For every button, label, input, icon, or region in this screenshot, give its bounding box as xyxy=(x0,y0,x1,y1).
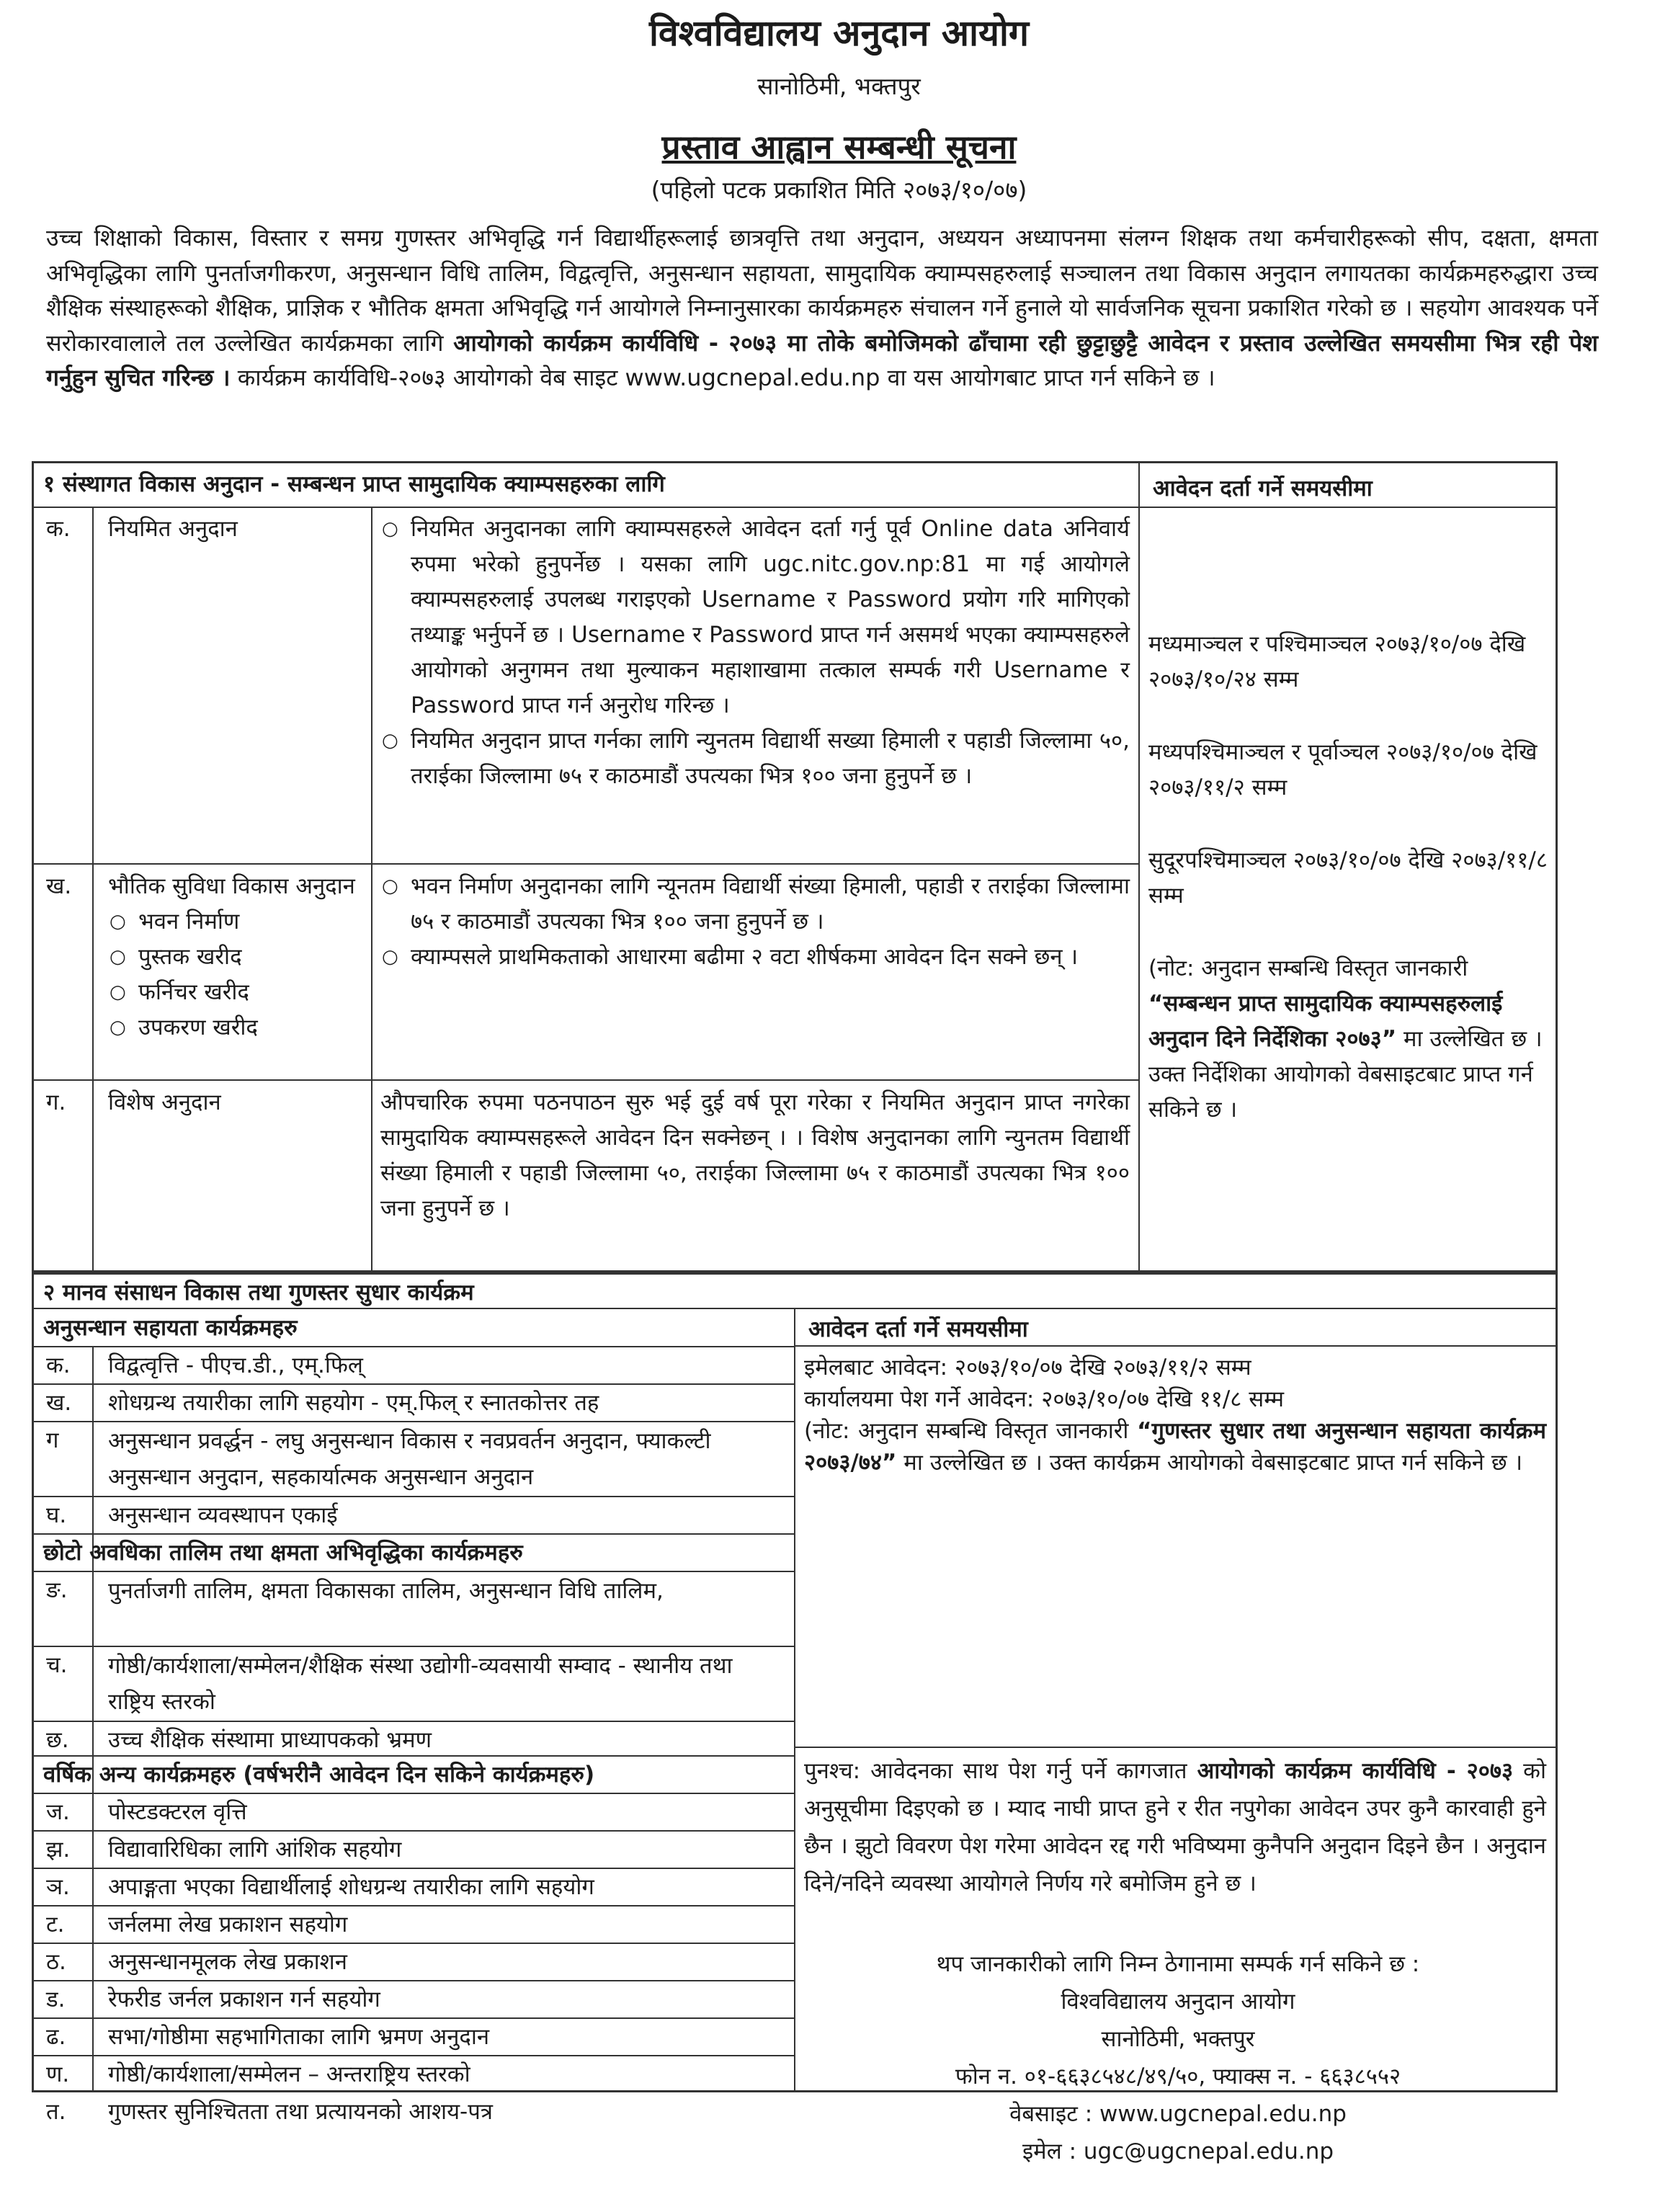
divider xyxy=(32,1646,794,1647)
group-header: अनुसन्धान सहायता कार्यक्रमहरु xyxy=(43,1315,298,1341)
section1-title: १ संस्थागत विकास अनुदान - सम्बन्धन प्राप्त सामुदायिक क्याम्पसहरुका लागि xyxy=(43,471,665,497)
row-code: ण. xyxy=(46,2061,70,2087)
section1-note xyxy=(1148,951,1548,1128)
contact-website[interactable]: वेबसाइट : www.ugcnepal.edu.np xyxy=(1009,2101,1347,2127)
point: ○ भवन निर्माण अनुदानका लागि न्यूनतम विद्यार्थी संख्या हिमाली, पहाडी र तराईका जिल्लामा ७५ र काठमाडौं उपत्यका भित्र १०० जना हुनुपर्ने छ । xyxy=(380,869,1130,940)
row-text: उच्च शैक्षिक संस्थामा प्राध्यापकको भ्रमण xyxy=(108,1727,432,1753)
row-text: पुनर्ताजगी तालिम, क्षमता विकासका तालिम, अनुसन्धान विधि तालिम, xyxy=(108,1578,664,1604)
subitem: ○ उपकरण खरीद xyxy=(108,1010,364,1045)
deadline: मध्यमाञ्चल र पश्चिमाञ्चल २०७३/१०/०७ देखि २०७३/१०/२४ सम्म xyxy=(1148,631,1526,692)
divider xyxy=(32,1346,794,1347)
org-title: विश्वविद्यालय अनुदान आयोग xyxy=(648,12,1030,54)
divider xyxy=(32,1721,794,1722)
row-name-text: भौतिक सुविधा विकास अनुदान xyxy=(108,873,355,899)
note-bold: “सम्बन्धन प्राप्त सामुदायिक क्याम्पसहरुलाई अनुदान दिने निर्देशिका २०७३” xyxy=(1148,991,1503,1052)
intro-paragraph xyxy=(46,220,1598,396)
ps-text: पुनश्च: आवेदनका साथ पेश गर्नु पर्ने कागजात xyxy=(804,1758,1187,1784)
row-points xyxy=(380,512,1130,794)
point: ○ नियमित अनुदानका लागि क्याम्पसहरुले आवेदन दर्ता गर्नु पूर्व Online data अनिवार्य रुपमा भरेको हुनुपर्नेछ । यसका लागि ugc.nitc.gov.np:81 मा गई आयोगले क्याम्पसहरुलाई उपलब्ध गराइएको Username र Password प्रयोग गरि मागिएको तथ्याङ्क भर्नुपर्ने छ । Username र Password प्राप्त गर्न असमर्थ भएका क्याम्पसहरुले आयोगको अनुगमन तथा मुल्याकन महाशाखामा तत्काल सम्पर्क गरी Username र Password प्राप्त गर्न अनुरोध गरिन्छ । xyxy=(380,512,1130,723)
contact-phone: फोन न. ०१-६६३८५४८/४९/५०, फ्याक्स न. - ६६३८५५२ xyxy=(955,2064,1401,2090)
publication-date: (पहिलो पटक प्रकाशित मिति २०७३/१०/०७) xyxy=(651,176,1027,204)
row-code: ख. xyxy=(46,873,72,899)
row-code: ज. xyxy=(46,1799,70,1825)
deadline: कार्यालयमा पेश गर्ने आवेदन: २०७३/१०/०७ देखि ११/८ सम्म xyxy=(804,1386,1285,1412)
row-text: शोधग्रन्थ तयारीका लागि सहयोग - एम्.फिल् र स्नातकोत्तर तह xyxy=(108,1390,599,1416)
row-code: ञ. xyxy=(46,1874,70,1900)
divider xyxy=(32,2017,794,2019)
contact-email[interactable]: इमेल : ugc@ugcnepal.edu.np xyxy=(1022,2139,1334,2164)
divider xyxy=(32,1830,794,1832)
ps-bold: आयोगको कार्यक्रम कार्यविधि - २०७३ xyxy=(1197,1758,1514,1784)
row-code: त. xyxy=(46,2099,66,2125)
divider xyxy=(32,1980,794,1981)
row-code: ठ. xyxy=(46,1949,66,1975)
intro-bold-text: आयोगको कार्यक्रम कार्यविधि - २०७३ मा तोके बमोजिमको ढाँचामा रही छुट्टाछुट्टै आवेदन र प्रस्ताव उल्लेखित समयसीमा भित्र रही पेश गर्नुहुन सुचित गरिन्छ । xyxy=(46,329,1598,392)
divider xyxy=(32,1383,794,1385)
contact-org: विश्वविद्यालय अनुदान आयोग xyxy=(1061,1989,1295,2015)
row-code: क. xyxy=(46,1352,71,1378)
row-text: सभा/गोष्ठीमा सहभागिताका लागि भ्रमण अनुदान xyxy=(108,2024,490,2050)
divider xyxy=(371,507,372,1272)
row-text: अपाङ्गता भएका विद्यार्थीलाई शोधग्रन्थ तयारीका लागि सहयोग xyxy=(108,1874,594,1900)
subitem: ○ फर्निचर खरीद xyxy=(108,975,364,1010)
point: ○ नियमित अनुदान प्राप्त गर्नका लागि न्युनतम विद्यार्थी सख्या हिमाली र पहाडी जिल्लामा ५०, तराईका जिल्लामा ७५ र काठमाडौं उपत्यका भित्र १०० जना हुनुपर्ने छ । xyxy=(380,723,1130,794)
row-text: गुणस्तर सुनिश्चितता तथा प्रत्यायनको आशय-पत्र xyxy=(108,2099,493,2125)
row-code: घ. xyxy=(46,1502,67,1528)
row-text: अनुसन्धान प्रवर्द्धन - लघु अनुसन्धान विकास र नवप्रवर्तन अनुदान, फ्याकल्टी अनुसन्धान अनुदान, सहकार्यात्मक अनुसन्धान अनुदान xyxy=(108,1428,711,1490)
contact-intro: थप जानकारीको लागि निम्न ठेगानामा सम्पर्क गर्न सकिने छ : xyxy=(936,1951,1420,1977)
subitem: ○ भवन निर्माण xyxy=(108,904,364,940)
row-code: क. xyxy=(46,516,71,542)
contact-location: सानोठिमी, भक्तपुर xyxy=(1101,2026,1255,2052)
intro-website-text: कार्यक्रम कार्यविधि-२०७३ आयोगको वेब साइट www.ugcnepal.edu.np वा यस आयोगबाट प्राप्त गर्न सकिने छ । xyxy=(237,364,1215,392)
row-code: ग xyxy=(46,1427,59,1453)
divider xyxy=(32,1421,794,1422)
row-text: गोष्ठी/कार्यशाला/सम्मेलन/शैक्षिक संस्था उद्योगी-व्यवसायी सम्वाद - स्थानीय तथा राष्ट्रिय स्तरको xyxy=(108,1653,733,1715)
deadline: मध्यपश्चिमाञ्चल र पूर्वाञ्चल २०७३/१०/०७ देखि २०७३/११/२ सम्म xyxy=(1148,739,1538,800)
divider xyxy=(794,1747,1558,1748)
row-text: अनुसन्धानमूलक लेख प्रकाशन xyxy=(108,1949,347,1975)
row-text: विद्वत्वृत्ति - पीएच.डी., एम्.फिल् xyxy=(108,1352,363,1378)
divider xyxy=(32,1496,794,1497)
contact-block xyxy=(800,1945,1556,2170)
divider xyxy=(32,1571,794,1572)
row-code: ङ. xyxy=(46,1577,68,1603)
note-bold: “गुणस्तर सुधार तथा अनुसन्धान सहायता कार्यक्रम २०७३/७४” xyxy=(804,1418,1546,1476)
row-code: ढ. xyxy=(46,2024,66,2050)
group-header: छोटो अवधिका तालिम तथा क्षमता अभिवृद्धिका कार्यक्रमहरु xyxy=(43,1540,523,1566)
point: ○ क्याम्पसले प्राथमिकताको आधारमा बढीमा २ वटा शीर्षकमा आवेदन दिन सक्ने छन् । xyxy=(380,940,1130,975)
row-text: औपचारिक रुपमा पठनपाठन सुरु भई दुई वर्ष पूरा गरेका र नियमित अनुदान प्राप्त नगरेका सामुदायिक क्याम्पसहरूले आवेदन दिन सक्नेछन् । । विशेष अनुदानका लागि न्युनतम विद्यार्थी संख्या हिमाली र पहाडी जिल्लामा ५०, तराईका जिल्लामा ७५ र काठमाडौं उपत्यका भित्र १०० जना हुनुपर्ने छ । xyxy=(380,1089,1130,1221)
ps-text-end: को अनुसूचीमा दिइएको छ । म्याद नाघी प्राप्त हुने र रीत नपुगेका आवेदन उपर कुनै कारवाही हुने छैन । झुटो विवरण पेश गरेमा आवेदन रद्द गरी भविष्यमा कुनैपनि अनुदान दिइने छैन । अनुदान दिने/नदिने व्यवस्था आयोगले निर्णय गरे बमोजिम हुने छ । xyxy=(804,1758,1547,1896)
row-name: विशेष अनुदान xyxy=(108,1089,221,1115)
row-name xyxy=(108,869,364,1045)
deadline: इमेलबाट आवेदन: २०७३/१०/०७ देखि २०७३/११/२ सम्म xyxy=(804,1355,1251,1381)
notice-title: प्रस्ताव आह्वान सम्बन्धी सूचना xyxy=(661,128,1017,166)
row-text: विद्यावारिधिका लागि आंशिक सहयोग xyxy=(108,1837,402,1863)
postscript xyxy=(804,1752,1546,1902)
note-text-end: मा उल्लेखित छ । उक्त निर्देशिका आयोगको वेबसाइटबाट प्राप्त गर्न सकिने छ । xyxy=(1148,1026,1543,1123)
section1-deadlines xyxy=(1148,627,1548,1128)
divider xyxy=(32,1079,1138,1081)
subitem: ○ पुस्तक खरीद xyxy=(108,940,364,975)
section2-note xyxy=(804,1415,1546,1479)
row-code: झ. xyxy=(46,1837,71,1863)
section1-deadline-header: आवेदन दर्ता गर्ने समयसीमा xyxy=(1153,476,1373,501)
note-text-end: मा उल्लेखित छ । उक्त कार्यक्रम आयोगको वेबसाइटबाट प्राप्त गर्न सकिने छ । xyxy=(903,1450,1523,1476)
note-text: (नोट: अनुदान सम्बन्धि विस्तृत जानकारी xyxy=(804,1418,1129,1444)
divider xyxy=(32,1943,794,1944)
row-code: ख. xyxy=(46,1390,72,1416)
divider xyxy=(1138,461,1140,1272)
row-text: रेफरीड जर्नल प्रकाशन गर्न सहयोग xyxy=(108,1986,380,2012)
divider xyxy=(32,863,1138,865)
row-code: छ. xyxy=(46,1727,69,1753)
row-text: जर्नलमा लेख प्रकाशन सहयोग xyxy=(108,1912,348,1937)
row-code: च. xyxy=(46,1652,68,1678)
section2-deadline-header: आवेदन दर्ता गर्ने समयसीमा xyxy=(808,1316,1028,1342)
row-code: ड. xyxy=(46,1986,66,2012)
row-text: गोष्ठी/कार्यशाला/सम्मेलन – अन्तराष्ट्रिय स्तरको xyxy=(108,2061,470,2087)
section2-title: २ मानव संसाधन विकास तथा गुणस्तर सुधार कार्यक्रम xyxy=(43,1280,474,1306)
divider xyxy=(32,1793,794,1794)
intro-text: उच्च शिक्षाको विकास, विस्तार र समग्र गुणस्तर अभिवृद्धि गर्न विद्यार्थीहरूलाई छात्रवृत्ति तथा अनुदान, अध्ययन अध्यापनमा संलग्न शिक्षक तथा कर्मचारीहरूको सीप, दक्षता, क्षमता अभिवृद्धिका लागि पुनर्ताजगीकरण, अनुसन्धान विधि तालिम, विद्वत्वृत्ति, अनुसन्धान सहायता, सामुदायिक क्याम्पसहरुलाई सञ्चालन तथा विकास अनुदान लगायतका कार्यक्रमहरुद्धारा उच्च शैक्षिक संस्थाहरूको शैक्षिक, प्राज्ञिक र भौतिक क्षमता अभिवृद्धि गर्न आयोगले निम्नानुसारका कार्यक्रमहरु संचालन गर्ने हुनाले यो सार्वजनिक सूचना प्रकाशित गरेको छ । सहयोग आवश्यक पर्ने सरोकारवालाले तल उल्लेखित कार्यक्रमका लागि xyxy=(46,224,1598,357)
divider xyxy=(794,1308,795,2092)
divider xyxy=(32,507,1558,508)
row-name: नियमित अनुदान xyxy=(108,516,238,542)
divider xyxy=(32,1905,794,1906)
row-text: अनुसन्धान व्यवस्थापन एकाई xyxy=(108,1502,338,1528)
divider xyxy=(32,2055,794,2056)
group-header: वर्षिक अन्य कार्यक्रमहरु (वर्षभरीनै आवेदन दिन सकिने कार्यक्रमहरु) xyxy=(43,1762,595,1788)
row-code: ट. xyxy=(46,1912,65,1937)
deadline: सुदूरपश्चिमाञ्चल २०७३/१०/०७ देखि २०७३/११/८ सम्म xyxy=(1148,847,1548,909)
row-text: पोस्टडक्टरल वृत्ति xyxy=(108,1799,247,1825)
note-text: (नोट: अनुदान सम्बन्धि विस्तृत जानकारी xyxy=(1148,955,1468,981)
row-code: ग. xyxy=(46,1089,66,1115)
divider xyxy=(32,1868,794,1869)
divider xyxy=(92,507,94,1272)
section2-deadlines xyxy=(804,1352,1546,1479)
divider xyxy=(32,1533,794,1535)
org-location: सानोठिमी, भक्तपुर xyxy=(757,72,921,100)
row-points xyxy=(380,869,1130,975)
